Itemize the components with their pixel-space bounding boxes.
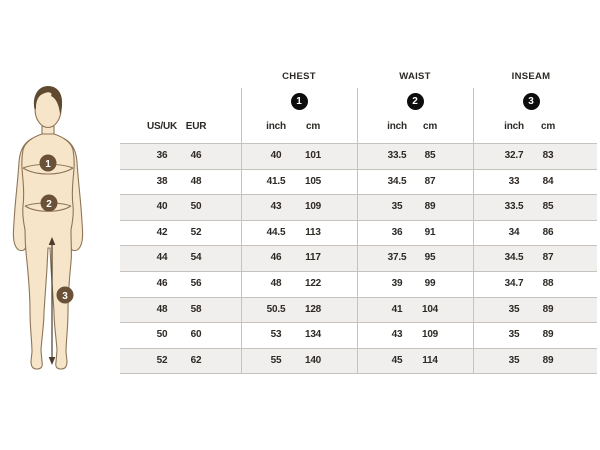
cell: 41.5 (266, 175, 286, 187)
svg-text:2: 2 (46, 198, 52, 210)
cell: 38 (156, 175, 168, 187)
waist-label: WAIST (399, 71, 431, 82)
waist-number-badge: 2 (407, 93, 424, 110)
cell: 62 (190, 354, 202, 366)
cell: 105 (304, 175, 322, 187)
cell: 122 (304, 277, 322, 289)
table-row (120, 323, 597, 349)
col-header-chest-cm: cm (305, 121, 321, 132)
cell: 48 (190, 175, 202, 187)
cell: 35 (508, 303, 520, 315)
cell: 52 (190, 226, 202, 238)
cell: 89 (542, 329, 554, 341)
column-header-row (120, 116, 597, 138)
cell: 54 (190, 252, 202, 264)
inseam-group-header (473, 70, 589, 110)
body-diagram (6, 84, 106, 384)
cell: 34 (508, 226, 520, 238)
chest-group-header (241, 70, 357, 110)
cell: 32.7 (504, 150, 524, 161)
svg-text:3: 3 (62, 290, 68, 302)
waist-group-header (357, 70, 473, 110)
cell: 55 (270, 354, 282, 366)
table-row (120, 246, 597, 272)
cell: 41 (391, 303, 403, 315)
cell: 37.5 (387, 252, 407, 264)
divider-line (357, 88, 358, 373)
cell: 34.5 (504, 252, 524, 264)
size-table (120, 60, 597, 373)
col-header-chest-inch: inch (266, 121, 286, 132)
cell: 56 (190, 277, 202, 289)
chest-number-badge: 1 (291, 93, 308, 110)
cell: 50.5 (266, 303, 286, 315)
cell: 60 (190, 329, 202, 341)
cell: 104 (421, 303, 439, 315)
cell: 134 (304, 329, 322, 341)
cell: 48 (156, 303, 168, 315)
cell: 46 (190, 150, 202, 161)
table-row (120, 221, 597, 247)
cell: 89 (424, 201, 436, 213)
cell: 53 (270, 329, 282, 341)
marker-3-badge (57, 287, 74, 304)
cell: 43 (270, 201, 282, 213)
cell: 52 (156, 354, 168, 366)
inseam-arrow-down-icon (49, 357, 56, 365)
table-row (120, 298, 597, 324)
cell: 35 (391, 201, 403, 213)
svg-text:1: 1 (45, 158, 51, 170)
cell: 46 (270, 252, 282, 264)
cell: 50 (190, 201, 202, 213)
table-row (120, 170, 597, 196)
cell: 101 (304, 150, 322, 161)
table-row (120, 272, 597, 298)
cell: 50 (156, 329, 168, 341)
cell: 91 (424, 226, 436, 238)
cell: 89 (542, 354, 554, 366)
cell: 44.5 (266, 226, 286, 238)
cell: 99 (424, 277, 436, 289)
table-row (120, 144, 597, 170)
divider-line (241, 88, 242, 373)
col-header-waist-cm: cm (422, 121, 438, 132)
cell: 86 (542, 226, 554, 238)
inseam-label: INSEAM (511, 71, 551, 82)
cell: 85 (542, 201, 554, 213)
cell: 39 (391, 277, 403, 289)
marker-2-badge (41, 195, 58, 212)
cell: 33.5 (504, 201, 524, 213)
cell: 34.7 (504, 277, 524, 289)
cell: 43 (391, 329, 403, 341)
inseam-number-badge: 3 (523, 93, 540, 110)
cell: 36 (156, 150, 168, 161)
cell: 44 (156, 252, 168, 264)
cell: 42 (156, 226, 168, 238)
cell: 85 (424, 150, 436, 161)
col-header-eur: EUR (185, 121, 207, 132)
cell: 140 (304, 354, 322, 366)
cell: 35 (508, 329, 520, 341)
cell: 88 (542, 277, 554, 289)
cell: 83 (542, 150, 554, 161)
col-header-inseam-cm: cm (540, 121, 556, 132)
cell: 33 (508, 175, 520, 187)
cell: 40 (156, 201, 168, 213)
cell: 45 (391, 354, 403, 366)
col-header-usuk: US/UK (146, 121, 178, 132)
cell: 95 (424, 252, 436, 264)
cell: 33.5 (387, 150, 407, 161)
cell: 46 (156, 277, 168, 289)
cell: 113 (305, 226, 321, 238)
cell: 48 (270, 277, 282, 289)
cell: 114 (422, 354, 438, 366)
cell: 109 (304, 201, 322, 213)
cell: 128 (304, 303, 322, 315)
cell: 109 (421, 329, 439, 341)
cell: 36 (391, 226, 403, 238)
cell: 34.5 (387, 175, 407, 187)
cell: 35 (508, 354, 520, 366)
chest-label: CHEST (282, 71, 316, 82)
cell: 84 (542, 175, 554, 187)
cell: 87 (542, 252, 554, 264)
divider-line (473, 88, 474, 373)
cell: 87 (424, 175, 436, 187)
marker-1-badge (40, 155, 57, 172)
col-header-waist-inch: inch (387, 121, 407, 132)
cell: 117 (305, 252, 321, 264)
table-row (120, 349, 597, 375)
col-header-inseam-inch: inch (504, 121, 524, 132)
table-row (120, 195, 597, 221)
size-table-rows (120, 143, 597, 374)
cell: 40 (270, 150, 282, 161)
cell: 58 (190, 303, 202, 315)
cell: 89 (542, 303, 554, 315)
